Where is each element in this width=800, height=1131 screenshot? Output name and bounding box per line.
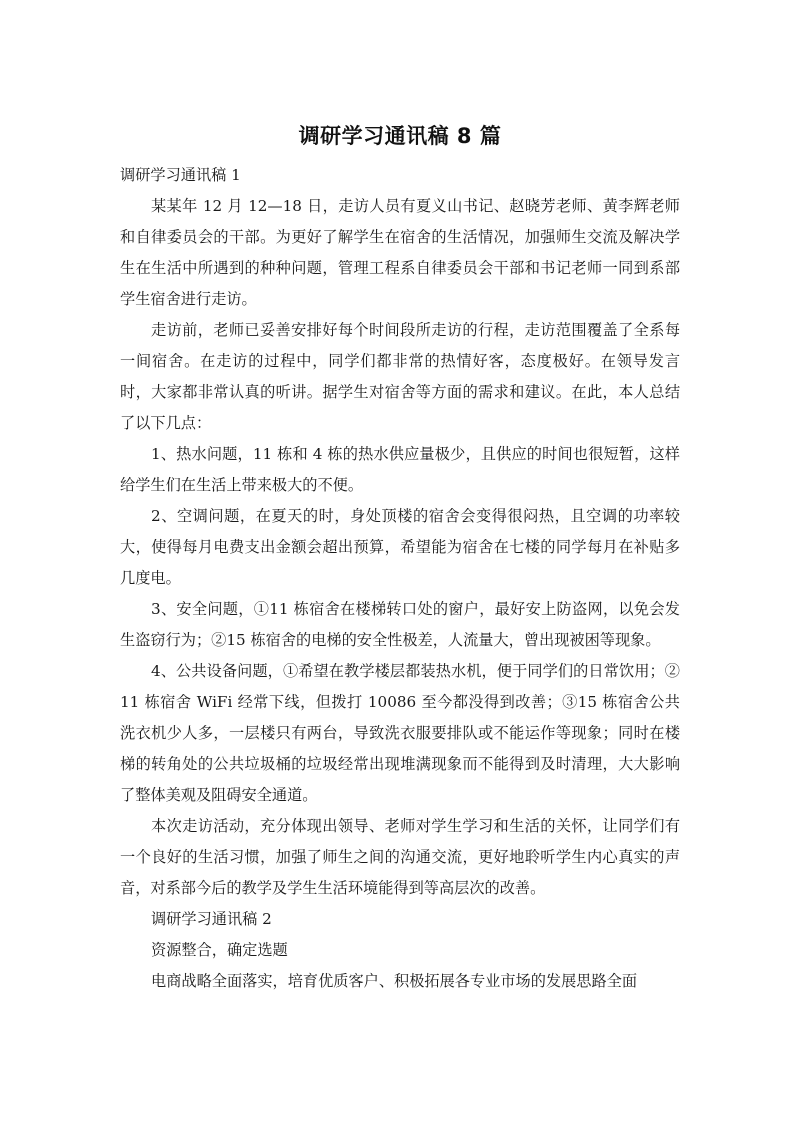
document-title: 调研学习通讯稿 8 篇 [298, 124, 502, 148]
list-item: 3、安全问题，①11 栋宿舍在楼梯转口处的窗户，最好安上防盗网，以免会发生盗窃行为；②15 栋宿舍的电梯的安全性极差，人流量大，曾出现被困等现象。 [120, 600, 680, 649]
paragraph: 走访前，老师已妥善安排好每个时间段所走访的行程，走访范围覆盖了全系每一间宿舍。在走访的过程中，同学们都非常的热情好客，态度极好。在领导发言时，大家都非常认真的听讲。据学生对宿舍等方面的需求和建议。在此，本人总结了以下几点： [120, 321, 680, 432]
section-heading: 调研学习通讯稿 2 [151, 910, 272, 928]
section-heading: 调研学习通讯稿 1 [120, 166, 241, 184]
subheading: 资源整合，确定选题 [151, 941, 288, 959]
paragraph: 本次走访活动，充分体现出领导、老师对学生学习和生活的关怀，让同学们有一个良好的生活习惯，加强了师生之间的沟通交流，更好地聆听学生内心真实的声音，对系部今后的教学及学生生活环境能得到等高层次的改善。 [120, 817, 680, 897]
list-item: 1、热水问题，11 栋和 4 栋的热水供应量极少，且供应的时间也很短暂，这样给学生们在生活上带来极大的不便。 [120, 445, 680, 494]
list-item: 2、空调问题，在夏天的时，身处顶楼的宿舍会变得很闷热，且空调的功率较大，使得每月电费支出金额会超出预算，希望能为宿舍在七楼的同学每月在补贴多几度电。 [120, 507, 680, 587]
paragraph: 某某年 12 月 12—18 日，走访人员有夏义山书记、赵晓芳老师、黄李辉老师和自律委员会的干部。为更好了解学生在宿舍的生活情况，加强师生交流及解决学生在生活中所遇到的种种问题，管理工程系自律委员会干部和书记老师一同到系部学生宿舍进行走访。 [120, 197, 680, 308]
document-body [120, 160, 680, 997]
paragraph: 电商战略全面落实，培育优质客户、积极拓展各专业市场的发展思路全面 [151, 972, 637, 990]
list-item: 4、公共设备问题，①希望在教学楼层都装热水机，便于同学们的日常饮用；②11 栋宿舍 WiFi 经常下线，但拨打 10086 至今都没得到改善；③15 栋宿舍公共洗衣机少人多，一层楼只有两台，导致洗衣服要排队或不能运作等现象；同时在楼梯的转角处的公共垃圾桶的垃圾经常出现堆满现象而不能得到及时清理，大大影响了整体美观及阻碍安全通道。 [120, 662, 680, 804]
